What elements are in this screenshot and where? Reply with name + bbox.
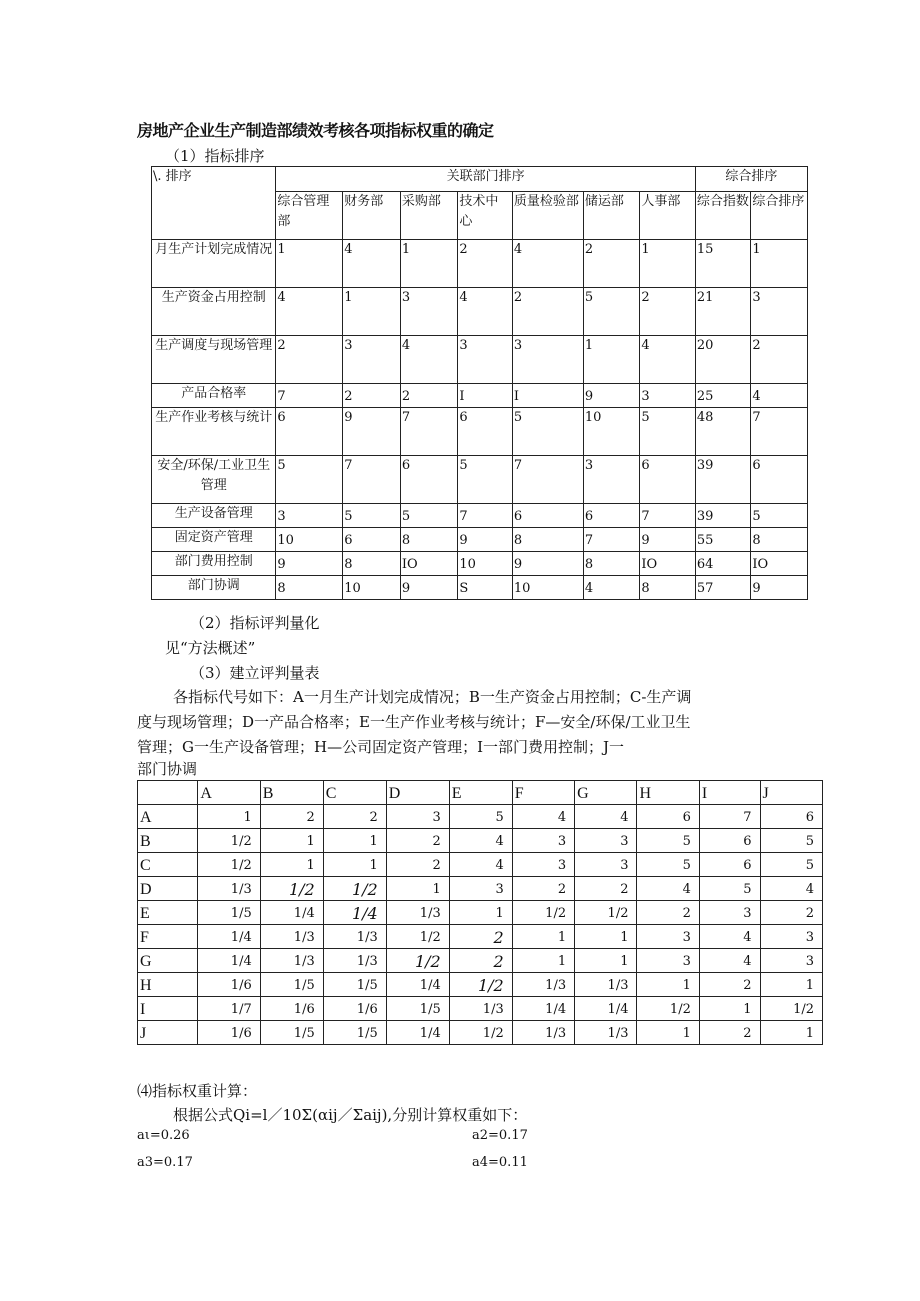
matrix-cell: 4 (512, 805, 574, 829)
rank-cell: 6 (512, 504, 583, 528)
matrix-cell: 1/6 (323, 997, 386, 1021)
col-header: 储运部 (583, 192, 640, 240)
matrix-cell: 6 (699, 853, 760, 877)
col-header: 综合管理部 (276, 192, 343, 240)
rank-cell: 10 (276, 528, 343, 552)
matrix-cell: 1/6 (260, 997, 323, 1021)
ranking-table (151, 166, 808, 600)
matrix-cell: 3 (637, 949, 699, 973)
matrix-cell: 2 (260, 805, 323, 829)
matrix-cell: 1/4 (512, 997, 574, 1021)
group-header-departments: 关联部门排序 (276, 167, 695, 192)
matrix-cell: 3 (575, 853, 637, 877)
matrix-cell: 2 (386, 853, 449, 877)
matrix-cell: 1 (260, 853, 323, 877)
matrix-col-header: B (260, 781, 323, 805)
matrix-cell: 1 (760, 973, 822, 997)
section-1-heading: （1）指标排序 (165, 147, 265, 165)
matrix-col-header: J (760, 781, 822, 805)
rank-cell: 2 (458, 240, 512, 288)
ranking-row (152, 336, 808, 384)
matrix-row-label: C (138, 853, 198, 877)
matrix-cell: 5 (760, 829, 822, 853)
rank-cell: 10 (583, 408, 640, 456)
rank-cell: 2 (343, 384, 401, 408)
matrix-col-header: G (575, 781, 637, 805)
matrix-cell: 6 (699, 829, 760, 853)
weight-a1: aι=0.26 (137, 1128, 190, 1143)
matrix-row (138, 805, 823, 829)
matrix-cell: 1/2 (575, 901, 637, 925)
matrix-cell: 1 (198, 805, 260, 829)
rank-cell: 4 (512, 240, 583, 288)
row-label: 产品合格率 (152, 384, 276, 408)
matrix-row (138, 1021, 823, 1045)
col-header: 质量检验部 (512, 192, 583, 240)
rank-cell: 5 (343, 504, 401, 528)
matrix-cell: 1/4 (386, 973, 449, 997)
rank-cell: 7 (640, 504, 696, 528)
ranking-row (152, 288, 808, 336)
matrix-row (138, 901, 823, 925)
matrix-cell: 1 (575, 949, 637, 973)
matrix-cell: 3 (699, 901, 760, 925)
matrix-cell: 1 (637, 1021, 699, 1045)
matrix-header-row (138, 781, 823, 805)
matrix-cell: 4 (699, 949, 760, 973)
rank-cell: 5 (640, 408, 696, 456)
matrix-cell: 1/5 (323, 973, 386, 997)
matrix-cell: 3 (575, 829, 637, 853)
rank-cell: 20 (695, 336, 751, 384)
rank-cell: 7 (751, 408, 808, 456)
matrix-cell: 3 (760, 949, 822, 973)
rank-cell: 5 (512, 408, 583, 456)
matrix-cell: 1/4 (323, 901, 386, 925)
matrix-cell: 2 (575, 877, 637, 901)
matrix-col-header: H (637, 781, 699, 805)
matrix-cell: 1/3 (260, 949, 323, 973)
rank-cell: 1 (400, 240, 458, 288)
rank-cell: 1 (343, 288, 401, 336)
rank-cell: 39 (695, 504, 751, 528)
rank-cell: 25 (695, 384, 751, 408)
rank-cell: I (458, 384, 512, 408)
rank-cell: 9 (343, 408, 401, 456)
matrix-cell: 1/3 (449, 997, 512, 1021)
matrix-cell: 7 (699, 805, 760, 829)
rank-cell: I (512, 384, 583, 408)
section-4-heading: ⑷指标权重计算： (137, 1082, 258, 1100)
rank-cell: 8 (583, 552, 640, 576)
matrix-cell: 3 (512, 853, 574, 877)
rank-cell: 6 (751, 456, 808, 504)
matrix-cell: 4 (760, 877, 822, 901)
rank-cell: 8 (400, 528, 458, 552)
matrix-col-header: C (323, 781, 386, 805)
matrix-cell: 1/2 (323, 877, 386, 901)
matrix-cell: 1/2 (386, 949, 449, 973)
matrix-row (138, 829, 823, 853)
matrix-cell: 6 (760, 805, 822, 829)
rank-cell: 39 (695, 456, 751, 504)
rank-cell: 2 (276, 336, 343, 384)
matrix-cell: 1/2 (512, 901, 574, 925)
ranking-row (152, 240, 808, 288)
rank-cell: 9 (512, 552, 583, 576)
rank-cell: 4 (583, 576, 640, 600)
rank-cell: 3 (276, 504, 343, 528)
matrix-cell: 1 (699, 997, 760, 1021)
ranking-row (152, 408, 808, 456)
rank-cell: 4 (640, 336, 696, 384)
rank-cell: 3 (458, 336, 512, 384)
row-label: 月生产计划完成情况 (152, 240, 276, 288)
rank-cell: 4 (276, 288, 343, 336)
rank-cell: 1 (276, 240, 343, 288)
matrix-row-label: H (138, 973, 198, 997)
rank-cell: 5 (458, 456, 512, 504)
matrix-cell: 1/3 (323, 949, 386, 973)
matrix-cell: 1/2 (760, 997, 822, 1021)
rank-cell: 3 (343, 336, 401, 384)
col-header: 综合指数 (695, 192, 751, 240)
matrix-row (138, 973, 823, 997)
rank-cell: 9 (276, 552, 343, 576)
matrix-cell: 1/6 (198, 973, 260, 997)
ranking-row (152, 576, 808, 600)
rank-cell: 8 (640, 576, 696, 600)
rank-cell: 4 (458, 288, 512, 336)
matrix-cell: 1 (637, 973, 699, 997)
matrix-cell: 2 (449, 949, 512, 973)
rank-cell: 7 (512, 456, 583, 504)
matrix-cell: 2 (699, 1021, 760, 1045)
rank-cell: 9 (640, 528, 696, 552)
matrix-cell: 1/6 (198, 1021, 260, 1045)
row-label: 部门协调 (152, 576, 276, 600)
row-label: 生产调度与现场管理 (152, 336, 276, 384)
rank-cell: 3 (751, 288, 808, 336)
matrix-cell: 4 (449, 829, 512, 853)
matrix-row-label: J (138, 1021, 198, 1045)
matrix-col-header: D (386, 781, 449, 805)
rank-cell: 21 (695, 288, 751, 336)
col-header: 人事部 (640, 192, 696, 240)
rank-cell: 5 (276, 456, 343, 504)
rank-cell: 4 (343, 240, 401, 288)
matrix-cell: 3 (386, 805, 449, 829)
matrix-cell: 1/4 (575, 997, 637, 1021)
rank-cell: 9 (583, 384, 640, 408)
matrix-cell: 1/4 (198, 925, 260, 949)
rank-cell: 2 (512, 288, 583, 336)
matrix-cell: 1 (449, 901, 512, 925)
matrix-cell: 1/3 (323, 925, 386, 949)
rank-cell: 4 (400, 336, 458, 384)
matrix-cell: 2 (449, 925, 512, 949)
rank-cell: IO (640, 552, 696, 576)
rank-cell: 7 (583, 528, 640, 552)
rank-cell: 5 (751, 504, 808, 528)
col-header: 综合排序 (751, 192, 808, 240)
rank-cell: IO (400, 552, 458, 576)
matrix-cell: 5 (637, 853, 699, 877)
matrix-cell: 1/3 (575, 973, 637, 997)
ranking-row (152, 552, 808, 576)
rank-cell: S (458, 576, 512, 600)
matrix-cell: 2 (386, 829, 449, 853)
section-3-heading: （3）建立评判量表 (190, 664, 320, 682)
rank-cell: 64 (695, 552, 751, 576)
matrix-cell: 5 (699, 877, 760, 901)
ranking-row (152, 504, 808, 528)
matrix-row-label: G (138, 949, 198, 973)
rank-cell: 55 (695, 528, 751, 552)
matrix-row-label: E (138, 901, 198, 925)
matrix-cell: 1/5 (260, 973, 323, 997)
weight-a2: a2=0.17 (472, 1128, 528, 1143)
matrix-cell: 1/5 (323, 1021, 386, 1045)
matrix-cell: 1 (323, 829, 386, 853)
matrix-cell: 1/2 (449, 973, 512, 997)
ranking-row (152, 456, 808, 504)
rank-cell: 2 (751, 336, 808, 384)
corner-cell: \. 排序 (152, 167, 276, 240)
matrix-cell: 4 (699, 925, 760, 949)
matrix-cell: 1 (512, 949, 574, 973)
matrix-cell: 2 (760, 901, 822, 925)
matrix-cell: 1 (760, 1021, 822, 1045)
matrix-cell: 1/2 (449, 1021, 512, 1045)
matrix-row (138, 997, 823, 1021)
rank-cell: 57 (695, 576, 751, 600)
row-label: 生产资金占用控制 (152, 288, 276, 336)
rank-cell: 9 (751, 576, 808, 600)
matrix-cell: 3 (512, 829, 574, 853)
rank-cell: 10 (458, 552, 512, 576)
paragraph-line: 管理；G一生产设备管理；H—公司固定资产管理；I一部门费用控制；J一 (137, 738, 625, 756)
rank-cell: 1 (583, 336, 640, 384)
row-label: 生产作业考核与统计 (152, 408, 276, 456)
rank-cell: IO (751, 552, 808, 576)
rank-cell: 9 (400, 576, 458, 600)
rank-cell: 3 (583, 456, 640, 504)
rank-cell: 10 (343, 576, 401, 600)
matrix-cell: 1/2 (260, 877, 323, 901)
matrix-col-header: E (449, 781, 512, 805)
rank-cell: 6 (458, 408, 512, 456)
row-label: 安全/环保/工业卫生管理 (152, 456, 276, 504)
matrix-cell: 1/3 (512, 973, 574, 997)
rank-cell: 2 (400, 384, 458, 408)
rank-cell: 3 (400, 288, 458, 336)
rank-cell: 4 (751, 384, 808, 408)
row-label: 部门费用控制 (152, 552, 276, 576)
section-2-heading: （2）指标评判量化 (190, 614, 320, 632)
matrix-cell: 2 (323, 805, 386, 829)
rank-cell: 3 (640, 384, 696, 408)
matrix-cell: 1 (575, 925, 637, 949)
matrix-cell: 1/3 (260, 925, 323, 949)
rank-cell: 9 (458, 528, 512, 552)
rank-cell: 6 (276, 408, 343, 456)
page-title: 房地产企业生产制造部绩效考核各项指标权重的确定 (137, 121, 494, 140)
rank-cell: 6 (343, 528, 401, 552)
col-header: 财务部 (343, 192, 401, 240)
rank-cell: 2 (640, 288, 696, 336)
matrix-col-header: I (699, 781, 760, 805)
rank-cell: 2 (583, 240, 640, 288)
row-label: 固定资产管理 (152, 528, 276, 552)
matrix-cell: 1/3 (386, 901, 449, 925)
rank-cell: 6 (400, 456, 458, 504)
rank-cell: 7 (276, 384, 343, 408)
matrix-cell: 1/7 (198, 997, 260, 1021)
ranking-row (152, 528, 808, 552)
matrix-row-label: A (138, 805, 198, 829)
matrix-cell: 1/3 (512, 1021, 574, 1045)
matrix-col-header (138, 781, 198, 805)
matrix-cell: 1/3 (198, 877, 260, 901)
matrix-row-label: F (138, 925, 198, 949)
paragraph-line: 各指标代号如下：A一月生产计划完成情况；B一生产资金占用控制；C-生产调 (173, 688, 692, 706)
matrix-cell: 1/3 (575, 1021, 637, 1045)
matrix-row (138, 949, 823, 973)
rank-cell: 6 (640, 456, 696, 504)
matrix-cell: 1/5 (198, 901, 260, 925)
matrix-cell: 1/2 (198, 829, 260, 853)
matrix-cell: 1 (323, 853, 386, 877)
ranking-row (152, 384, 808, 408)
matrix-cell: 1/2 (637, 997, 699, 1021)
rank-cell: 1 (751, 240, 808, 288)
matrix-cell: 1 (386, 877, 449, 901)
matrix-cell: 5 (637, 829, 699, 853)
matrix-cell: 4 (449, 853, 512, 877)
rank-cell: 3 (512, 336, 583, 384)
rank-cell: 8 (276, 576, 343, 600)
matrix-row (138, 925, 823, 949)
matrix-cell: 1 (260, 829, 323, 853)
matrix-row-label: B (138, 829, 198, 853)
matrix-row (138, 853, 823, 877)
col-header: 采购部 (400, 192, 458, 240)
matrix-cell: 2 (637, 901, 699, 925)
matrix-cell: 1/4 (198, 949, 260, 973)
formula-line: 根据公式Qi=l／10Σ(αij／Σaij),分别计算权重如下： (173, 1106, 528, 1124)
section-2-note: 见“方法概述” (165, 639, 256, 657)
matrix-cell: 3 (449, 877, 512, 901)
weight-a4: a4=0.11 (472, 1155, 528, 1170)
group-header-overall: 综合排序 (695, 167, 807, 192)
matrix-cell: 1/4 (260, 901, 323, 925)
matrix-cell: 2 (699, 973, 760, 997)
judgment-matrix-table (137, 780, 823, 1045)
rank-cell: 1 (640, 240, 696, 288)
rank-cell: 15 (695, 240, 751, 288)
rank-cell: 8 (751, 528, 808, 552)
matrix-cell: 2 (512, 877, 574, 901)
matrix-row-label: I (138, 997, 198, 1021)
matrix-col-header: F (512, 781, 574, 805)
rank-cell: 7 (400, 408, 458, 456)
matrix-cell: 6 (637, 805, 699, 829)
weight-a3: a3=0.17 (137, 1155, 193, 1170)
paragraph-line: 部门协调 (137, 760, 198, 778)
matrix-cell: 1/5 (260, 1021, 323, 1045)
matrix-row-label: D (138, 877, 198, 901)
matrix-cell: 1/5 (386, 997, 449, 1021)
matrix-col-header: A (198, 781, 260, 805)
rank-cell: 10 (512, 576, 583, 600)
matrix-cell: 1/2 (386, 925, 449, 949)
matrix-cell: 1/4 (386, 1021, 449, 1045)
rank-cell: 7 (343, 456, 401, 504)
matrix-cell: 1/2 (198, 853, 260, 877)
rank-cell: 6 (583, 504, 640, 528)
rank-cell: 5 (583, 288, 640, 336)
matrix-cell: 5 (449, 805, 512, 829)
rank-cell: 48 (695, 408, 751, 456)
col-header: 技术中心 (458, 192, 512, 240)
row-label: 生产设备管理 (152, 504, 276, 528)
rank-cell: 8 (343, 552, 401, 576)
matrix-cell: 1 (512, 925, 574, 949)
rank-cell: 7 (458, 504, 512, 528)
rank-cell: 8 (512, 528, 583, 552)
matrix-cell: 5 (760, 853, 822, 877)
matrix-cell: 3 (760, 925, 822, 949)
paragraph-line: 度与现场管理；D一产品合格率；E一生产作业考核与统计；F—安全/环保/工业卫生 (137, 713, 691, 731)
matrix-row (138, 877, 823, 901)
rank-cell: 5 (400, 504, 458, 528)
matrix-cell: 3 (637, 925, 699, 949)
matrix-cell: 4 (637, 877, 699, 901)
matrix-cell: 4 (575, 805, 637, 829)
